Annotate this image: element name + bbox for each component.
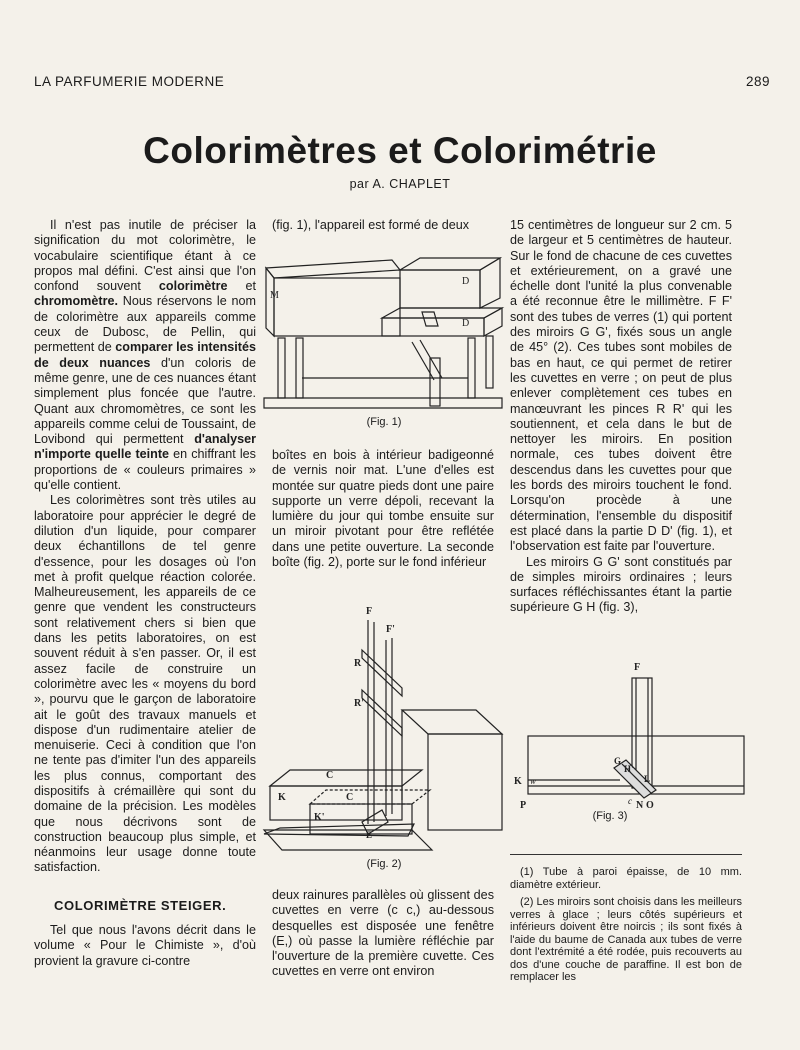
journal-name: LA PARFUMERIE MODERNE (34, 74, 225, 89)
text-column-2-bottom (272, 888, 494, 980)
fig3-label-c: c (628, 796, 632, 806)
fig3-label-h: H' (624, 764, 634, 774)
footnote-divider (510, 854, 742, 855)
footnote-2: (2) Les miroirs sont choisis dans les meilleurs verres à glace ; leurs côtés supérieurs et inférieurs doivent être noircis ; ils sont fixés à l'aide du baume de Canada aux tubes de verre dont l'extrémité a été rodée, puis recouverts au dos d'une couche de paraffine. Il est bon de remplacer les (510, 896, 742, 983)
footnotes (510, 866, 742, 989)
fig3-label-f: F (634, 662, 641, 673)
figure-1-drawing (262, 248, 506, 416)
running-header (34, 74, 770, 89)
fig2-label-k: K (278, 792, 286, 803)
fig3-label-l: L (644, 774, 651, 784)
fig2-label-r: R (354, 658, 362, 669)
fig1-label-d: D (462, 276, 470, 287)
fig2-label-f: F (366, 606, 373, 617)
text-column-2-middle (272, 448, 494, 570)
fig3-label-k: K (514, 776, 522, 787)
figure-3 (510, 660, 750, 822)
paragraph: Les miroirs G G' sont constitués par de simples miroirs ordinaires ; leurs surfaces réfléchissantes étant la partie supérieure G H (fig. 3), (510, 554, 732, 615)
paragraph: boîtes en bois à intérieur badigeonné de vernis noir mat. L'une d'elles est montée sur quatre pieds dont une paire supporte un verre dépoli, recevant la lumière du jour qui tombe ensuite sur un miroir pivotant pour être reflétée dans une petite ouverture. La seconde boîte (fig. 2), porte sur le fond inférieur (272, 448, 494, 570)
paragraph: Il n'est pas inutile de préciser la signification du mot colorimètre, le vocabulaire scientifique étant à ce propos mal défini. C'est ainsi que l'on confond souvent colorimètre et chromomètre. Nous réservons le nom de colorimètre aux appareils comme ceux de Dubosc, de Pellin, qui permettent de comparer les intensités de deux nuances d'un coloris de même genre, une de ces nuances étant simplement plus foncée que l'autre. Quant aux chromomètres, ce sont les appareils comme celui de Toussaint, de Lovibond qui permettent d'analyser n'importe quelle teinte en chiffrant les proportions de « couleurs primaires » qu'elle contient. (34, 218, 256, 493)
paragraph: Tel que nous l'avons décrit dans le volume « Pour le Chimiste », d'où provient la gravure ci-contre (34, 923, 256, 968)
section-heading: COLORIMÈTRE STEIGER. (54, 897, 227, 913)
fig1-label-d2: D (462, 318, 470, 329)
paragraph: deux rainures parallèles où glissent des cuvettes en verre (c c,) au-dessous desquelles est disposée une fenêtre (E,) où passe la lumière réfléchie par l'ouverture de la première cuvette. Ces cuvettes en verre ont environ (272, 888, 494, 979)
fig1-label-m: M (270, 290, 279, 301)
fig2-label-r-prime: R' (354, 698, 364, 709)
text-column-3 (510, 218, 732, 616)
paragraph: Les colorimètres sont très utiles au laboratoire pour apprécier le degré de dilution d'un liquide, pour comparer deux échantillons de tel genre d'essence, pour les dosages où l'on met à profit quelque réaction colorée. Malheureusement, les appareils de ce genre que vendent les constructeurs sont relativement chers si bien que dans les petits laboratoires, on est souvent réduit à s'en passer. Or, il est assez facile de construire un colorimètre avec les « moyens du bord », pourvu que le garçon de laboratoire ait le goût des travaux manuels et dispose d'un rudimentaire atelier de menuiserie. Ceci à condition que l'on ne tente pas d'imiter l'un des appareils les plus connus, comportant des dispositifs à crémaillère qui sont du domaine de la précision. Les modèles que nous décrivons sont de construction beaucoup plus simple, et néanmoins leur usage donne toute satisfaction. (34, 493, 256, 875)
figure-2-drawing (262, 600, 506, 858)
fig2-label-c2: C (346, 792, 354, 803)
figure-3-caption: (Fig. 3) (592, 810, 628, 822)
figure-2-caption: (Fig. 2) (366, 858, 402, 870)
footnote-1: (1) Tube à paroi épaisse, de 10 mm. diamètre extérieur. (510, 866, 742, 891)
fig3-label-n: N (636, 800, 644, 810)
fig2-label-c: C (326, 770, 334, 781)
page-number: 289 (745, 74, 770, 89)
figure-2 (262, 600, 506, 870)
figure-3-drawing (510, 660, 750, 810)
figure-1-caption: (Fig. 1) (366, 416, 402, 428)
paragraph: 15 centimètres de longueur sur 2 cm. 5 de largeur et 5 centimètres de hauteur. Sur le fond de chacune de ces cuvettes et extérieurement, on a gravé une échelle dont l'unité la plus convenable a été reconnue être le millimètre. F F' sont des tubes de verres (1) qui portent des miroirs G G', fixés sous un angle de 45° (2). Ces tubes sont mobiles de bas en haut, ce qui permet de retirer les cuvettes en verre ; on peut de plus enlever complètement ces tubes en manœuvrant les pinces R R' qui les soutiennent, et cela dans le but de nettoyer les miroirs. En position normale, ces tubes doivent être descendus dans les cuvettes pour que les bords des miroirs touchent le fond. Lorsqu'on procède à une détermination, l'ensemble du dispositif est placé dans la partie D D' (fig. 1), et l'observation est faite par l'ouverture. (510, 218, 732, 554)
fig3-label-w: w (530, 776, 537, 786)
fig2-label-f-prime: F' (386, 624, 395, 635)
fig2-label-k-prime: K' (314, 812, 325, 823)
text-column-1 (34, 218, 256, 969)
fig3-label-g: G (614, 756, 622, 766)
text-column-2-top (272, 218, 494, 233)
article-title: Colorimètres et Colorimétrie (143, 130, 657, 171)
fig3-label-o: O (646, 800, 654, 810)
fig2-label-e: E (366, 830, 373, 840)
paragraph: (fig. 1), l'appareil est formé de deux (272, 218, 470, 232)
fig3-label-p: P (520, 800, 527, 810)
article-byline: par A. CHAPLET (349, 177, 451, 191)
figure-1 (262, 248, 506, 428)
